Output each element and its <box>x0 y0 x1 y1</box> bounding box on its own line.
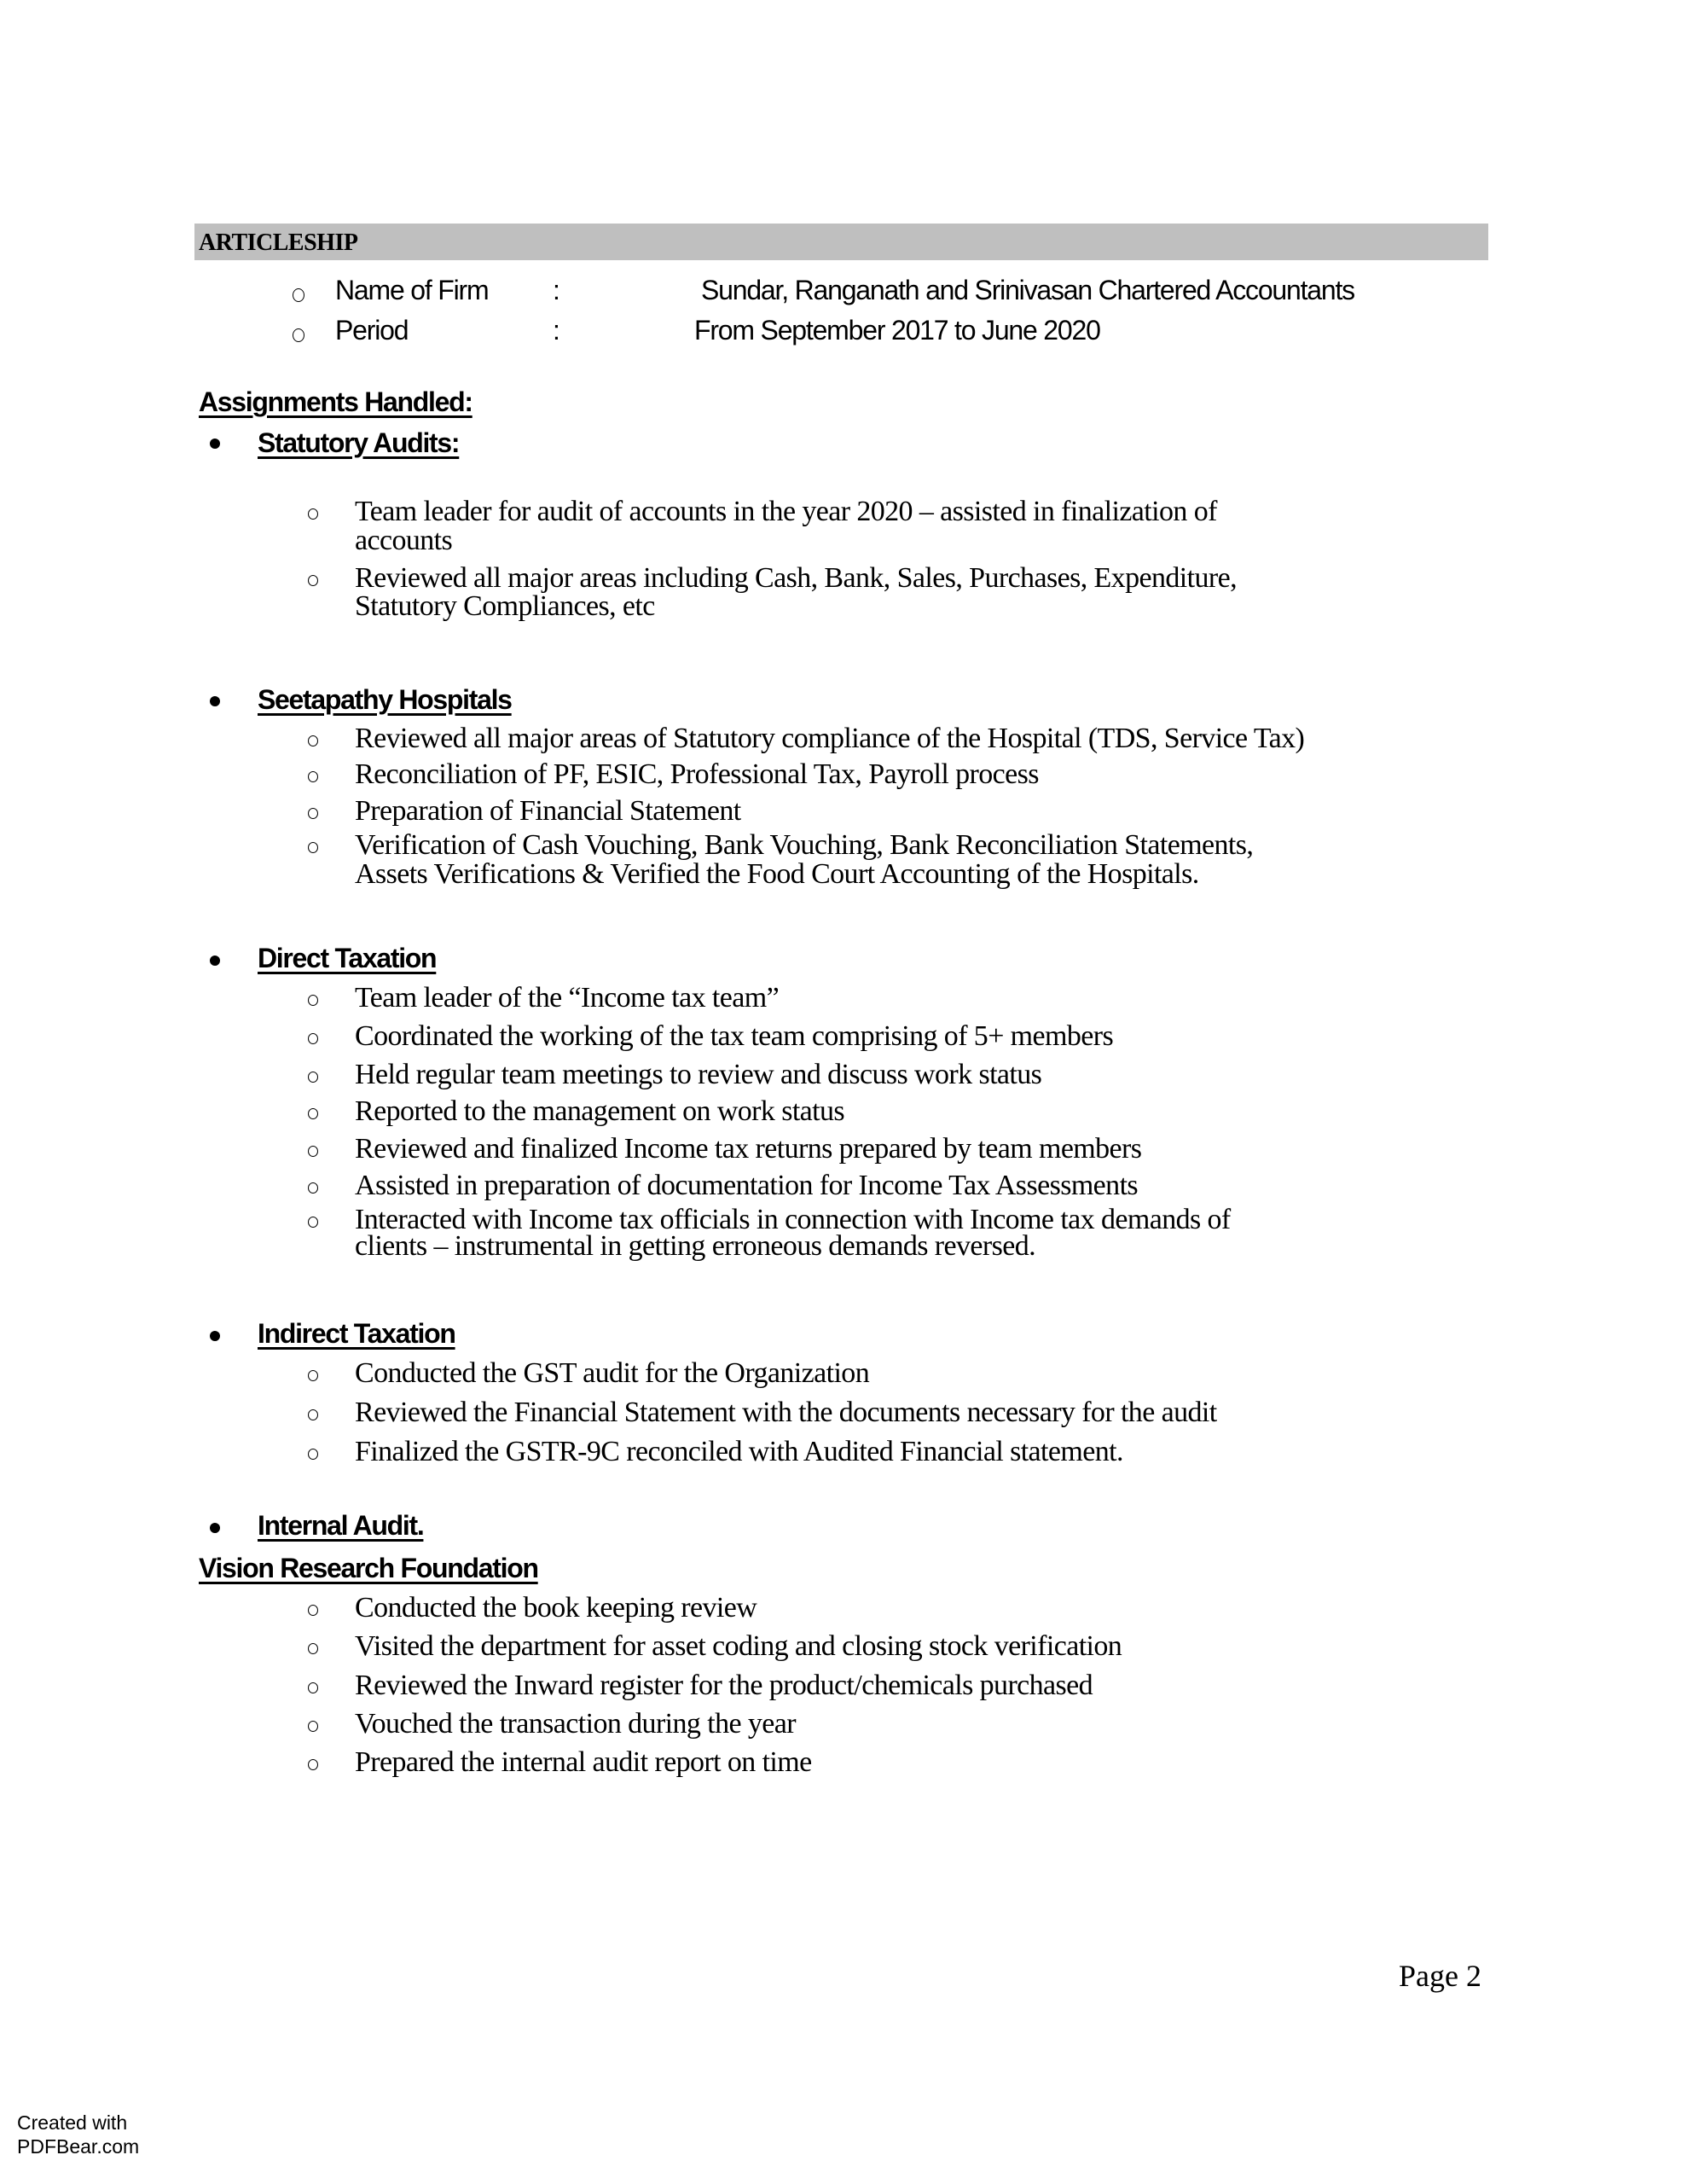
list-item: Coordinated the working of the tax team comprising of 5+ members <box>355 1020 1114 1052</box>
list-item: Visited the department for asset coding and closing stock verification <box>355 1630 1122 1662</box>
hollow-bullet-icon <box>308 771 318 782</box>
detail-value-period: From September 2017 to June 2020 <box>694 315 1100 346</box>
list-item: Reviewed the Inward register for the product/chemicals purchased <box>355 1670 1093 1701</box>
hollow-bullet-icon <box>308 1072 318 1083</box>
hollow-bullet-icon <box>308 1033 318 1044</box>
assignments-heading: Assignments Handled: <box>199 386 472 417</box>
hollow-bullet-icon <box>308 575 318 586</box>
hollow-bullet-icon <box>308 508 318 520</box>
hollow-bullet-icon <box>308 1721 318 1732</box>
list-item: Assisted in preparation of documentation for Income Tax Assessments <box>355 1170 1139 1201</box>
hollow-bullet-icon <box>308 1409 318 1420</box>
bullet-icon <box>210 696 220 706</box>
list-item-continuation: Statutory Compliances, etc <box>355 590 655 622</box>
list-item: Reviewed all major areas including Cash, Bank, Sales, Purchases, Expenditure, <box>355 562 1237 594</box>
hollow-bullet-icon <box>308 995 318 1006</box>
hollow-bullet-icon <box>308 1682 318 1693</box>
section-title: ARTICLESHIP <box>199 229 358 256</box>
hollow-bullet-icon <box>308 1108 318 1119</box>
list-item-continuation: accounts <box>355 525 453 556</box>
list-item-continuation: clients – instrumental in getting erroneous demands reversed. <box>355 1230 1036 1262</box>
group-heading-direct-taxation: Direct Taxation <box>258 943 437 973</box>
hollow-bullet-icon <box>308 1759 318 1770</box>
bullet-icon <box>210 956 220 966</box>
list-item: Finalized the GSTR-9C reconciled with Audited Financial statement. <box>355 1436 1123 1467</box>
hollow-bullet-icon <box>308 1605 318 1616</box>
group-heading-indirect-taxation: Indirect Taxation <box>258 1318 455 1349</box>
group-heading-statutory-audits: Statutory Audits: <box>258 427 460 458</box>
bullet-icon <box>210 439 220 449</box>
bullet-icon <box>210 1523 220 1533</box>
bullet-icon <box>210 1331 220 1341</box>
detail-separator: : <box>553 275 559 305</box>
list-item: Interacted with Income tax officials in connection with Income tax demands of <box>355 1204 1231 1235</box>
hollow-bullet-icon <box>308 842 318 853</box>
watermark-line-1: Created with <box>17 2111 128 2134</box>
hollow-bullet-icon <box>308 1643 318 1654</box>
list-item: Conducted the book keeping review <box>355 1592 757 1623</box>
detail-value-firm: Sundar, Ranganath and Srinivasan Chartered Accountants <box>701 275 1354 305</box>
list-item: Verification of Cash Vouching, Bank Vouching, Bank Reconciliation Statements, <box>355 829 1254 861</box>
detail-label-period: Period <box>335 315 409 346</box>
hollow-bullet-icon <box>308 1370 318 1381</box>
list-item-continuation: Assets Verifications & Verified the Food Court Accounting of the Hospitals. <box>355 858 1199 890</box>
detail-separator: : <box>553 315 559 346</box>
list-item: Preparation of Financial Statement <box>355 795 741 827</box>
section-header-bar <box>194 224 1488 260</box>
list-item: Reconciliation of PF, ESIC, Professional Tax, Payroll process <box>355 758 1039 790</box>
group-heading-seetapathy-hospitals: Seetapathy Hospitals <box>258 684 512 715</box>
list-item: Held regular team meetings to review and discuss work status <box>355 1059 1042 1090</box>
list-item: Reported to the management on work status <box>355 1095 845 1127</box>
subheading-vision-research-foundation: Vision Research Foundation <box>199 1553 538 1583</box>
hollow-bullet-icon <box>308 1146 318 1157</box>
watermark-line-2: PDFBear.com <box>17 2135 140 2158</box>
detail-label-firm: Name of Firm <box>335 275 489 305</box>
group-heading-internal-audit: Internal Audit. <box>258 1510 424 1541</box>
hollow-bullet-icon <box>308 1217 318 1228</box>
list-item: Reviewed and finalized Income tax returns prepared by team members <box>355 1133 1142 1165</box>
hollow-bullet-icon <box>293 288 304 302</box>
list-item: Prepared the internal audit report on time <box>355 1746 812 1778</box>
list-item: Vouched the transaction during the year <box>355 1708 796 1740</box>
hollow-bullet-icon <box>308 1182 318 1194</box>
list-item: Team leader for audit of accounts in the year 2020 – assisted in finalization of <box>355 496 1217 527</box>
hollow-bullet-icon <box>293 328 304 342</box>
page-number: Page 2 <box>1399 1959 1481 1993</box>
list-item: Reviewed all major areas of Statutory compliance of the Hospital (TDS, Service Tax) <box>355 723 1305 754</box>
hollow-bullet-icon <box>308 735 318 746</box>
hollow-bullet-icon <box>308 1449 318 1460</box>
hollow-bullet-icon <box>308 808 318 819</box>
list-item: Team leader of the “Income tax team” <box>355 982 780 1014</box>
list-item: Conducted the GST audit for the Organization <box>355 1357 870 1389</box>
list-item: Reviewed the Financial Statement with the documents necessary for the audit <box>355 1397 1217 1428</box>
